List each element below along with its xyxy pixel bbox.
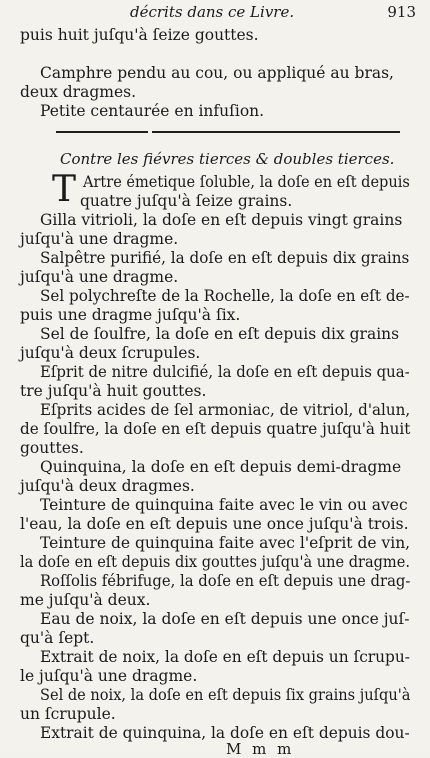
- text-line: Artre émetique ſoluble, la doſe en eſt depuis: [83, 173, 410, 191]
- text-line: Extrait de quinquina, la doſe en eſt depuis dou-: [40, 724, 410, 742]
- text-line: Teinture de quinquina faite avec le vin ou avec: [40, 496, 408, 514]
- section-heading: Contre les fiévres tierces & doubles tierces.: [60, 150, 395, 168]
- section-rule-right: [152, 131, 400, 133]
- text-line: Salpêtre purifié, la doſe en eſt depuis dix grains: [40, 249, 410, 267]
- text-line: Sel de ſoulfre, la doſe en eſt depuis dix grains: [40, 325, 400, 343]
- text-line: Quinquina, la doſe en eſt depuis demi-dragme: [40, 458, 402, 476]
- text-line: deux dragmes.: [20, 83, 136, 101]
- running-head-title: décrits dans ce Livre.: [130, 3, 295, 21]
- catchword: M m m: [226, 740, 295, 758]
- text-line: puis huit juſqu'à ſeize gouttes.: [20, 26, 259, 44]
- text-line: juſqu'à deux dragmes.: [20, 477, 195, 495]
- text-line: quatre juſqu'à ſeize grains.: [80, 192, 293, 210]
- text-line: puis une dragme juſqu'à ſix.: [20, 306, 241, 324]
- text-line: Sel de noix, la doſe en eſt depuis ſix grains juſqu'à: [40, 686, 411, 704]
- running-head: [0, 3, 430, 23]
- text-line: l'eau, la doſe en eſt depuis une once juſqu'à trois.: [20, 515, 409, 533]
- text-line: qu'à ſept.: [20, 629, 95, 647]
- text-line: la doſe en eſt depuis dix gouttes juſqu'à une dragme.: [20, 553, 410, 571]
- drop-cap: T: [52, 169, 77, 210]
- text-line: Teinture de quinquina faite avec l'eſprit de vin,: [40, 534, 411, 552]
- text-line: Eſprit de nitre dulcifié, la doſe en eſt depuis qua-: [40, 363, 410, 381]
- text-line: juſqu'à une dragme.: [20, 230, 179, 248]
- text-line: Extrait de noix, la doſe en eſt depuis un ſcrupu-: [40, 648, 411, 666]
- page-number: 913: [387, 3, 416, 21]
- text-line: Petite centaurée en infuſion.: [40, 102, 265, 120]
- text-line: me juſqu'à deux.: [20, 591, 151, 609]
- text-line: de ſoulfre, la doſe en eſt depuis quatre juſqu'à huit: [20, 420, 411, 438]
- text-line: Eau de noix, la doſe en eſt depuis une once juſ-: [40, 610, 410, 628]
- text-line: Roſſolis fébrifuge, la doſe en eſt depuis une drag-: [40, 572, 411, 590]
- text-line: Camphre pendu au cou, ou appliqué au bras,: [40, 64, 394, 82]
- section-rule-left: [56, 131, 148, 133]
- text-line: Sel polychreſte de la Rochelle, la doſe en eſt de-: [40, 287, 410, 305]
- text-line: Eſprits acides de ſel armoniac, de vitriol, d'alun,: [40, 401, 411, 419]
- text-line: tre juſqu'à huit gouttes.: [20, 382, 207, 400]
- text-line: le juſqu'à une dragme.: [20, 667, 198, 685]
- text-line: un ſcrupule.: [20, 705, 116, 723]
- text-line: juſqu'à une dragme.: [20, 268, 179, 286]
- text-line: Gilla vitrioli, la doſe en eſt depuis vingt grains: [40, 211, 403, 229]
- text-line: juſqu'à deux ſcrupules.: [20, 344, 201, 362]
- text-line: gouttes.: [20, 439, 84, 457]
